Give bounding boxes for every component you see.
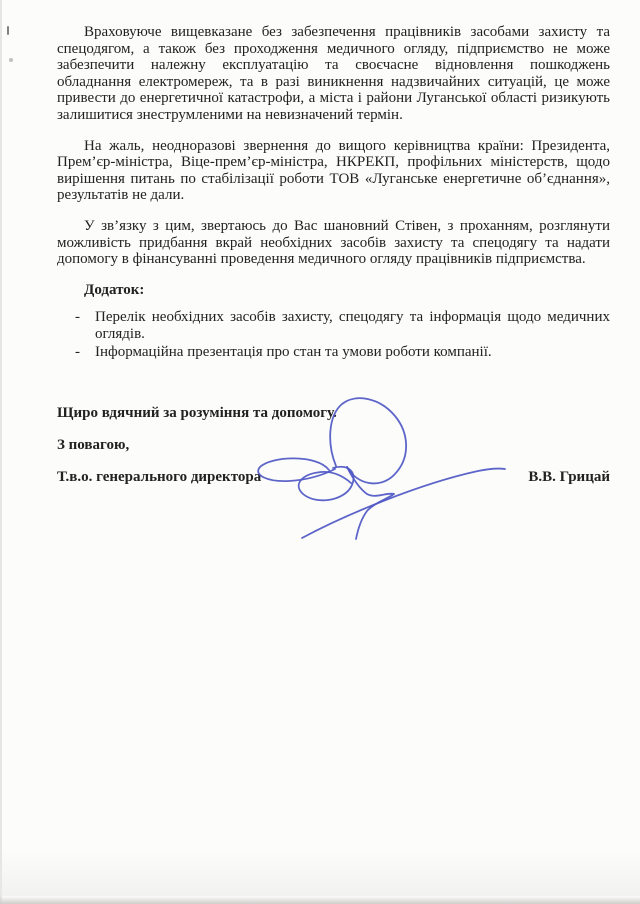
list-dash-icon: - (75, 343, 80, 360)
attachment-item-1 (75, 309, 610, 342)
signer-title: Т.в.о. генерального директора (57, 469, 262, 486)
attachment-item-1-text: Перелік необхідних засобів захисту, спецодягу та інформація щодо медичних оглядів. (95, 309, 610, 342)
attachment-item-2 (75, 344, 610, 361)
closing-thanks: Щиро вдячний за розуміння та допомогу. (57, 405, 337, 422)
paragraph-appeals: На жаль, неодноразові звернення до вищого керівництва країни: Президента, Прем’єр-міністра, Віце-прем’єр-міністра, НКРЕКП, профільних міністерств, щодо вирішення питань по стабілізації роботи ТОВ «Луганське енергетичне об’єднання», результатів не дали. (57, 137, 610, 204)
paragraph-overview: Враховуюче вищевказане без забезпечення працівників засобами захисту та спецодягом, а також без проходження медичного огляду, підприємство не може забезпечити належну експлуатацію та своєчасне відновлення пошкоджень обладнання електромереж, та в разі виникнення надзвичайних ситуацій, це може привести до енергетичної катастрофи, а міста і райони Луганської області ризикують залишитися знеструмленими на невизначений термін. (57, 24, 610, 123)
scan-bottom-shadow (0, 896, 640, 904)
signature-row (57, 469, 610, 486)
attachment-item-2-text: Інформаційна презентація про стан та умови роботи компанії. (95, 343, 492, 360)
letter-body (57, 24, 610, 486)
list-dash-icon: - (75, 309, 80, 326)
scan-artifact-dot (9, 58, 13, 62)
scan-left-edge (0, 0, 2, 904)
attachment-list (57, 309, 610, 360)
signer-name: В.В. Грицай (528, 469, 610, 486)
scan-bottom-fade (0, 850, 640, 896)
closing-regards: З повагою, (57, 436, 130, 453)
attachment-heading: Додаток: (84, 281, 145, 298)
scan-artifact-mark (7, 26, 9, 35)
paragraph-request: У зв’язку з цим, звертаюсь до Вас шановний Стівен, з проханням, розглянути можливість придбання вкрай необхідних засобів захисту та спецодягу та надати допомогу в фінансуванні проведення медичного огляду працівників підприємства. (57, 217, 610, 268)
